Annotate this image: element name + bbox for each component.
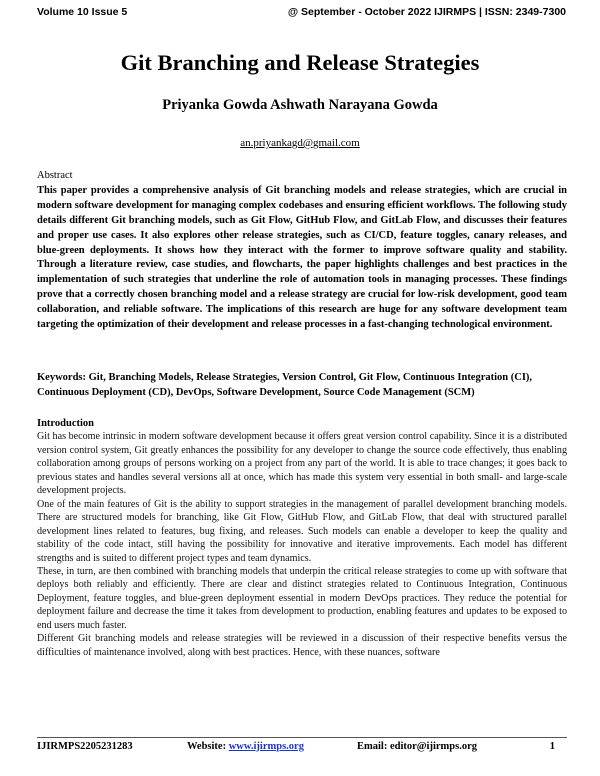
intro-paragraph: One of the main features of Git is the ability to support strategies in the management of parallel development branching models. There are structured models for branching, like Git Flow, GitHub Flow, and GitLab Flow, that deal with structured parallel development lines related to features, bug fixing, and releases. Such models can enable a developer to keep the quality and stability of the code intact, still having the possibility for innovative and iterative improvements. Each model has different strengths and is suited to different project types and team dynamics. [37,498,567,564]
paper-id: IJIRMPS2205231283 [37,741,133,752]
website-link[interactable]: www.ijirmps.org [228,741,304,752]
volume-issue: Volume 10 Issue 5 [37,6,128,18]
introduction-heading: Introduction [37,418,94,429]
page-number: 1 [549,741,555,752]
footer-divider [37,737,567,738]
journal-info: @ September - October 2022 IJIRMPS | ISSN: 2349-7300 [287,6,566,18]
abstract-text: This paper provides a comprehensive analysis of Git branching models and release strategies, which are crucial in modern software development for managing complex codebases and ensuring efficient workflows. The following study details different Git branching models, such as Git Flow, GitHub Flow, and GitLab Flow, and discusses their features and proper use cases. It also explores other release strategies, such as CI/CD, feature toggles, canary releases, and blue-green deployments. It shows how they interact with the former to improve software quality and stability. Through a literature review, case studies, and flowcharts, the paper highlights challenges and best practices in the implementation of such strategies that underline the role of automation tools in managing processes. These findings prove that a correctly chosen branching model and a release strategy are crucial for low-risk development, good team collaboration, and reliable software. The implications of this research are huge for any software development team targeting the optimization of their development and release processes in a fast-changing technological environment. [37,184,567,331]
website-label: Website: [187,741,229,752]
intro-paragraph: Different Git branching models and release strategies will be reviewed in a discussion of their respective benefits versus the difficulties of maintenance involved, along with best practices. Hence, with these nuances, software [37,633,567,658]
intro-paragraph: Git has become intrinsic in modern software development because it offers great version control capability. Since it is a distributed version control system, Git greatly enhances the possibility for any developer to change the source code effectively, thus enabling collaboration among groups of persons working on a project from any part of the world. It is able to trace changes; it goes back to previous states and handles several versions all at once, which has made this system very essential in both small- and large-scale development projects. [37,431,567,497]
keywords: Keywords: Git, Branching Models, Release Strategies, Version Control, Git Flow, Continuous Integration (CI), Continuous Deployment (CD), DevOps, Software Development, Source Code Management (SCM) [37,372,533,398]
introduction-section [37,417,567,659]
paper-title: Git Branching and Release Strategies [120,50,480,75]
footer-website [187,741,304,752]
page-footer [37,741,567,757]
author-names: Priyanka Gowda Ashwath Narayana Gowda [162,97,438,113]
intro-paragraph: These, in turn, are then combined with branching models that underpin the critical release strategies to come up with software that deploys both reliably and efficiently. There are clear and distinct strategies related to Continuous Integration, Continuous Deployment, feature toggles, and blue-green deployment essential in modern DevOps practices. They reduce the potential for deployment failure and decrease the time it takes from development to production, enabling features and updates to be exposed to end users much faster. [37,565,567,631]
abstract-heading: Abstract [37,170,73,181]
footer-email: Email: editor@ijirmps.org [357,741,477,752]
abstract-section [37,169,567,333]
page-header [37,6,566,22]
author-email[interactable]: an.priyankagd@gmail.com [240,137,360,149]
